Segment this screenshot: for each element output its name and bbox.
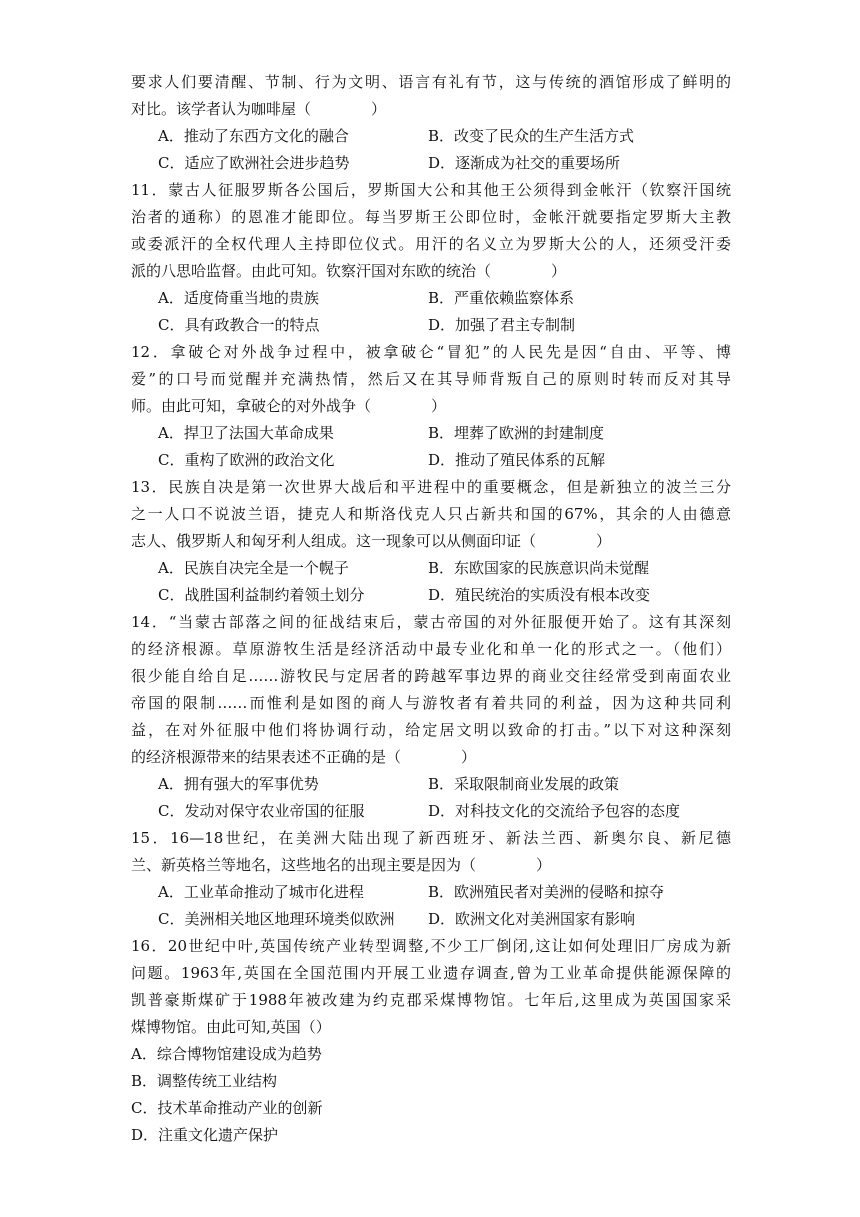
option-d[interactable]: D．殖民统治的实质没有根本改变 [428, 586, 651, 604]
option-a[interactable]: A．工业革命推动了城市化进程 [158, 883, 364, 901]
option-d[interactable]: D．欧洲文化对美洲国家有影响 [428, 910, 636, 928]
intro-line: 对比。该学者认为咖啡屋（ ） [131, 100, 387, 118]
option-c[interactable]: C．战胜国利益制约着领土划分 [158, 586, 365, 604]
question-14-line: 的经济根源。草原游牧生活是经济活动中最专业化和单一化的形式之一。（他们） [131, 640, 731, 658]
question-12-line: 师。由此可知，拿破仑的对外战争（ ） [131, 397, 447, 415]
question-11-line: 派的八思哈监督。由此可知。钦察汗国对东欧的统治（ ） [131, 262, 567, 280]
option-c[interactable]: C．发动对保守农业帝国的征服 [158, 802, 365, 820]
option-d[interactable]: D．逐渐成为社交的重要场所 [428, 154, 621, 172]
option-b[interactable]: B．调整传统工业结构 [131, 1072, 278, 1090]
question-14-line: 帝国的限制……而惟利是如图的商人与游牧者有着共同的利益，因为这种共同利 [131, 694, 731, 712]
option-a[interactable]: A．综合博物馆建设成为趋势 [131, 1045, 322, 1063]
option-a[interactable]: A．拥有强大的军事优势 [158, 775, 319, 793]
question-13-line: 之一人口不说波兰语，捷克人和斯洛伐克人只占新共和国的67%，其余的人由德意 [131, 505, 731, 523]
option-b[interactable]: B．严重依赖监察体系 [428, 289, 575, 307]
question-14-line: 的经济根源带来的结果表述不正确的是（ ） [131, 748, 477, 766]
question-16-line: 16．20世纪中叶,英国传统产业转型调整,不少工厂倒闭,这让如何处理旧厂房成为新 [131, 937, 731, 955]
question-16-line: 问题。1963年,英国在全国范围内开展工业遗存调查,曾为工业革命提供能源保障的 [131, 964, 731, 982]
question-11-line: 11．蒙古人征服罗斯各公国后，罗斯国大公和其他王公须得到金帐汗（钦察汗国统 [131, 181, 731, 199]
option-d[interactable]: D．加强了君主专制制 [428, 316, 576, 334]
option-b[interactable]: B．欧洲殖民者对美洲的侵略和掠夺 [428, 883, 665, 901]
option-c[interactable]: C．具有政教合一的特点 [158, 316, 320, 334]
option-d[interactable]: D．注重文化遗产保护 [131, 1126, 279, 1144]
question-14-line: 益，在对外征服中他们将协调行动，给定居文明以致命的打击。”以下对这种深刻 [131, 721, 731, 739]
option-c[interactable]: C．适应了欧洲社会进步趋势 [158, 154, 350, 172]
option-c[interactable]: C．美洲相关地区地理环境类似欧洲 [158, 910, 395, 928]
option-b[interactable]: B．东欧国家的民族意识尚未觉醒 [428, 559, 650, 577]
option-b[interactable]: B．埋葬了欧洲的封建制度 [428, 424, 605, 442]
option-d[interactable]: D．对科技文化的交流给予包容的态度 [428, 802, 681, 820]
question-12-line: 12．拿破仑对外战争过程中，被拿破仑“冒犯”的人民先是因“自由、平等、博 [131, 343, 731, 361]
intro-line: 要求人们要清醒、节制、行为文明、语言有礼有节，这与传统的酒馆形成了鲜明的 [131, 73, 731, 91]
question-14-line: 14．“当蒙古部落之间的征战结束后，蒙古帝国的对外征服便开始了。这有其深刻 [131, 613, 731, 631]
option-c[interactable]: C．重构了欧洲的政治文化 [158, 451, 335, 469]
question-15-line: 兰、新英格兰等地名，这些地名的出现主要是因为（ ） [131, 856, 552, 874]
question-13-line: 志人、俄罗斯人和匈牙利人组成。这一现象可以从侧面印证（ ） [131, 532, 612, 550]
question-11-line: 治者的通称）的恩准才能即位。每当罗斯王公即位时，金帐汗就要指定罗斯大主教 [131, 208, 731, 226]
option-b[interactable]: B．改变了民众的生产生活方式 [428, 127, 635, 145]
option-c[interactable]: C．技术革命推动产业的创新 [131, 1099, 323, 1117]
question-15-line: 15．16—18世纪，在美洲大陆出现了新西班牙、新法兰西、新奥尔良、新尼德 [131, 829, 731, 847]
option-a[interactable]: A．捍卫了法国大革命成果 [158, 424, 334, 442]
question-13-line: 13．民族自决是第一次世界大战后和平进程中的重要概念，但是新独立的波兰三分 [131, 478, 731, 496]
question-12-line: 爱”的口号而觉醒并充满热情，然后又在其导师背叛自己的原则时转而反对其导 [131, 370, 731, 388]
question-11-line: 或委派汗的全权代理人主持即位仪式。用汗的名义立为罗斯大公的人，还须受汗委 [131, 235, 731, 253]
option-b[interactable]: B．采取限制商业发展的政策 [428, 775, 620, 793]
option-a[interactable]: A．适度倚重当地的贵族 [158, 289, 319, 307]
question-16-line: 凯普豪斯煤矿于1988年被改建为约克郡采煤博物馆。七年后,这里成为英国国家采 [131, 991, 731, 1009]
question-16-line: 煤博物馆。由此可知,英国（） [131, 1018, 331, 1036]
option-a[interactable]: A．推动了东西方文化的融合 [158, 127, 349, 145]
option-d[interactable]: D．推动了殖民体系的瓦解 [428, 451, 606, 469]
question-14-line: 很少能自给自足……游牧民与定居者的跨越军事边界的商业交往经常受到南面农业 [131, 667, 731, 685]
option-a[interactable]: A．民族自决完全是一个幌子 [158, 559, 349, 577]
